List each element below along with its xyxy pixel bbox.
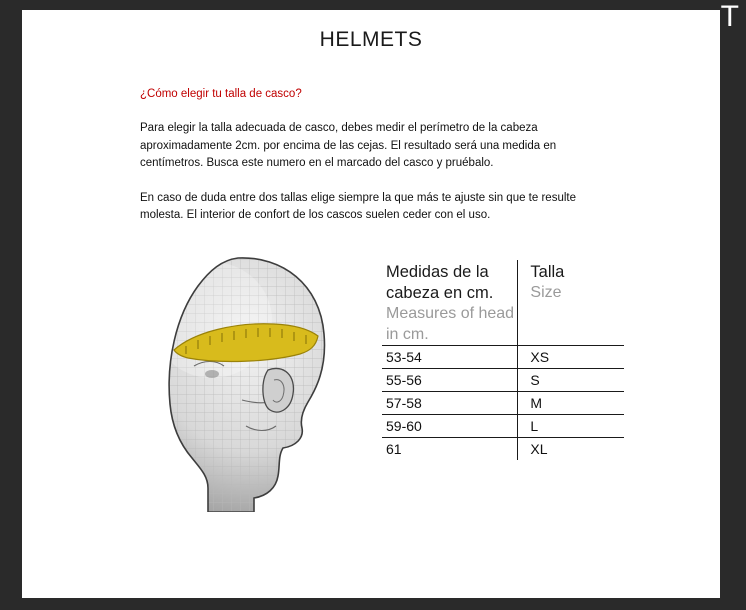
column-header-measure-main: Medidas de la cabeza en cm. (386, 263, 494, 303)
table-row (382, 415, 624, 438)
cell-measure: 61 (382, 438, 518, 461)
cell-size: L (518, 415, 624, 438)
cell-measure: 55-56 (382, 369, 518, 392)
cell-measure: 57-58 (382, 392, 518, 415)
ear-shape (263, 368, 294, 412)
document-body (140, 86, 610, 241)
head-diagram (150, 250, 370, 512)
cell-size: XL (518, 438, 624, 461)
background-text: T (720, 0, 740, 33)
table-row (382, 346, 624, 369)
column-header-size (518, 260, 624, 346)
helmet-size-guide-modal (22, 10, 720, 598)
paragraph-fit-advice: En caso de duda entre dos tallas elige siempre la que más te ajuste sin que te resulte molesta. El interior de confort de los cascos suelen ceder con el uso. (140, 191, 576, 221)
page-title: HELMETS (319, 28, 423, 51)
table-row (382, 369, 624, 392)
section-heading: ¿Cómo elegir tu talla de casco? (140, 88, 302, 100)
figure-and-table-row (140, 248, 640, 518)
table-header-row (382, 260, 624, 346)
column-header-size-main: Talla (530, 263, 565, 281)
column-header-measure (382, 260, 518, 346)
paragraph-measure-instructions: Para elegir la talla adecuada de casco, debes medir el perímetro de la cabeza aproximadamente 2cm. por encima de las cejas. El resultado será una medida en centímetros. Busca este numero en el marcado del casco y pruébalo. (140, 122, 557, 170)
table-row (382, 438, 624, 461)
table-row (382, 392, 624, 415)
cell-measure: 53-54 (382, 346, 518, 369)
cell-measure: 59-60 (382, 415, 518, 438)
column-header-measure-sub: Measures of head in cm. (386, 305, 515, 343)
size-chart-table (382, 260, 624, 460)
cell-size: S (518, 369, 624, 392)
column-header-size-sub: Size (530, 284, 562, 302)
cell-size: XS (518, 346, 624, 369)
cell-size: M (518, 392, 624, 415)
